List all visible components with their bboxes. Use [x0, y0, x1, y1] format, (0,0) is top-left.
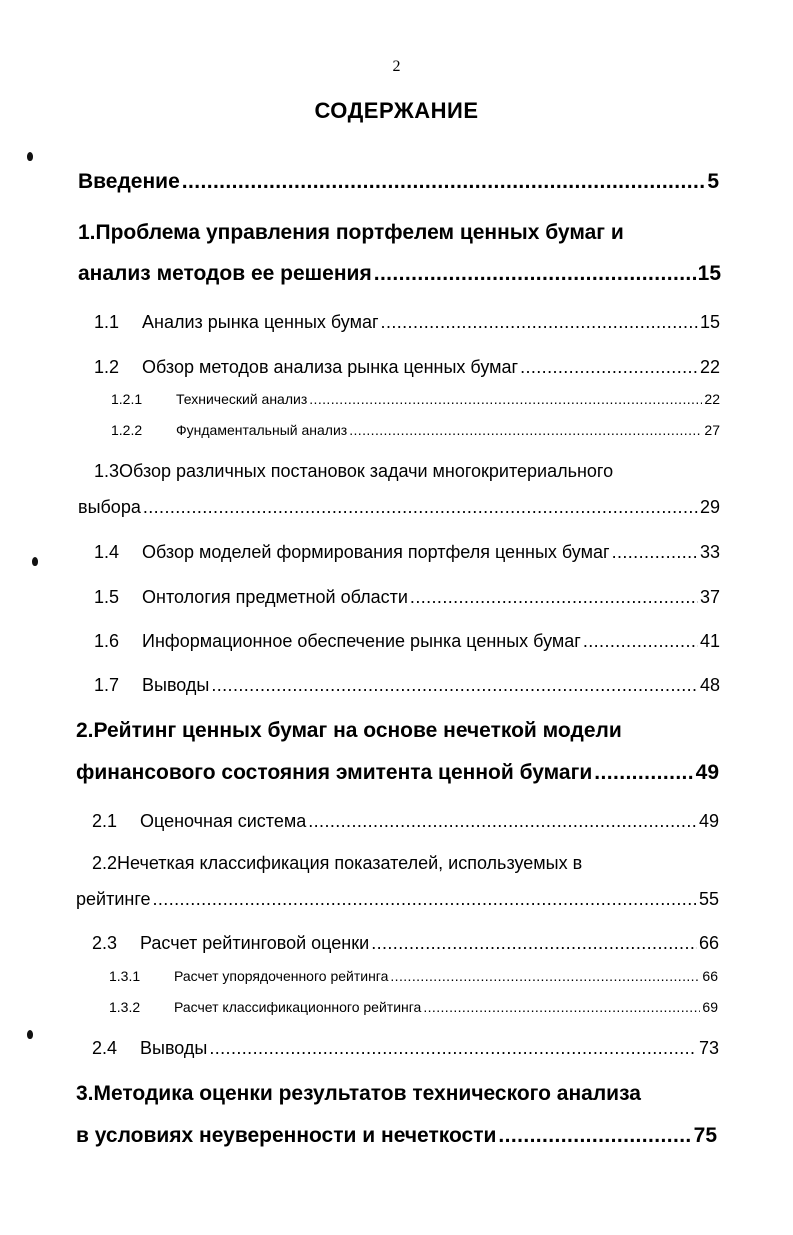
- toc-page-number: 49: [698, 811, 719, 831]
- toc-page-number: 75: [693, 1124, 717, 1147]
- toc-entry-number: 1.3.2: [109, 999, 141, 1015]
- toc-entry-title: Выводы: [140, 1038, 208, 1058]
- toc-entry-number: 2.2: [92, 853, 118, 873]
- toc-entry-1-2: [94, 357, 720, 378]
- toc-page-number: 69: [702, 999, 718, 1015]
- toc-entry-1-2-1: [111, 391, 720, 407]
- toc-entry-number: 1.2.1: [111, 391, 143, 407]
- toc-entry-intro: [78, 170, 719, 194]
- toc-entry-title: Анализ рынка ценных бумаг: [142, 312, 379, 332]
- toc-entry-number: 1.3.1: [109, 968, 141, 984]
- toc-entry-number: 3.: [76, 1082, 94, 1105]
- toc-entry-number: 1.: [78, 221, 96, 244]
- toc-page-number: 37: [699, 587, 720, 607]
- dot-leader: [583, 631, 698, 652]
- dot-leader: [381, 312, 698, 333]
- dot-leader: [423, 999, 700, 1015]
- toc-entry-number: 1.1: [94, 312, 120, 332]
- toc-entry-number: 2.3: [92, 933, 118, 953]
- toc-entry-1-5: [94, 587, 720, 608]
- dot-leader: [410, 587, 698, 608]
- toc-page-number: 5: [707, 170, 719, 193]
- page-title: СОДЕРЖАНИЕ: [314, 98, 479, 123]
- toc-entry-number: 2.1: [92, 811, 118, 831]
- toc-entry-title: Технический анализ: [176, 391, 308, 407]
- toc-page-number: 73: [698, 1038, 719, 1058]
- toc-entry-title: Выводы: [142, 675, 210, 695]
- toc-entry-1-3-1: [109, 968, 718, 984]
- toc-chapter-2-continuation: [76, 761, 719, 785]
- toc-entry-2-1: [92, 811, 719, 832]
- dot-leader: [594, 761, 693, 785]
- toc-chapter-3-continuation: [76, 1124, 717, 1148]
- toc-chapter-1-continuation: [78, 262, 721, 286]
- toc-chapter-2-heading: [76, 719, 622, 743]
- dot-leader: [182, 170, 706, 194]
- toc-page-number: 27: [704, 422, 720, 438]
- toc-page-number: 66: [698, 933, 719, 953]
- toc-page-number: 29: [699, 497, 720, 517]
- toc-entry-1-2-2: [111, 422, 720, 438]
- toc-entry-title: Расчет упорядоченного рейтинга: [174, 968, 389, 984]
- dot-leader: [211, 675, 698, 696]
- dot-leader: [309, 391, 702, 407]
- toc-entry-number: 2.: [76, 719, 94, 742]
- scan-speck: [27, 152, 33, 161]
- toc-entry-number: 1.3: [94, 461, 120, 481]
- toc-entry-title-cont: анализ методов ее решения: [78, 262, 372, 285]
- dot-leader: [374, 262, 696, 286]
- toc-entry-title: Обзор различных постановок задачи многокритериального: [119, 461, 614, 481]
- toc-page-number: 22: [704, 391, 720, 407]
- dot-leader: [153, 889, 697, 910]
- toc-entry-title-cont: финансового состояния эмитента ценной бумаги: [76, 761, 593, 784]
- toc-entry-number: 1.2.2: [111, 422, 143, 438]
- toc-entry-2-4: [92, 1038, 719, 1059]
- dot-leader: [612, 542, 698, 563]
- toc-entry-title: Расчет классификационного рейтинга: [174, 999, 422, 1015]
- toc-entry-title: Методика оценки результатов технического анализа: [93, 1082, 641, 1105]
- toc-entry-title-cont: рейтинге: [76, 889, 151, 909]
- toc-page-number: 15: [697, 262, 721, 285]
- toc-entry-2-3: [92, 933, 719, 954]
- dot-leader: [143, 497, 698, 518]
- toc-entry-title: Введение: [78, 170, 180, 193]
- toc-entry-title: Рейтинг ценных бумаг на основе нечеткой модели: [93, 719, 622, 742]
- toc-page-number: 48: [699, 675, 720, 695]
- toc-entry-2-2-continuation: [76, 889, 719, 910]
- dot-leader: [390, 968, 700, 984]
- dot-leader: [308, 811, 697, 832]
- dot-leader: [371, 933, 697, 954]
- dot-leader: [349, 422, 702, 438]
- page-number: 2: [392, 58, 401, 75]
- toc-page-number: 15: [699, 312, 720, 332]
- toc-entry-title: Онтология предметной области: [142, 587, 408, 607]
- toc-page-number: 41: [699, 631, 720, 651]
- toc-page-number: 33: [699, 542, 720, 562]
- toc-entry-number: 1.2: [94, 357, 120, 377]
- toc-entry-title: Расчет рейтинговой оценки: [140, 933, 370, 953]
- toc-entry-1-7: [94, 675, 720, 696]
- toc-chapter-3-heading: [76, 1082, 641, 1106]
- toc-entry-title: Информационное обеспечение рынка ценных бумаг: [142, 631, 581, 651]
- toc-chapter-1-heading: [78, 221, 624, 245]
- toc-entry-1-6: [94, 631, 720, 652]
- toc-entry-title-cont: выбора: [78, 497, 141, 517]
- toc-entry-1-3-2: [109, 999, 718, 1015]
- toc-entry-title: Обзор методов анализа рынка ценных бумаг: [142, 357, 519, 377]
- dot-leader: [520, 357, 698, 378]
- toc-entry-number: 1.7: [94, 675, 120, 695]
- toc-entry-title: Обзор моделей формирования портфеля ценных бумаг: [142, 542, 610, 562]
- toc-entry-title-cont: в условиях неуверенности и нечеткости: [76, 1124, 497, 1147]
- toc-entry-title: Нечеткая классификация показателей, используемых в: [117, 853, 583, 873]
- toc-entry-1-1: [94, 312, 720, 333]
- toc-page-number: 55: [698, 889, 719, 909]
- toc-entry-title: Оценочная система: [140, 811, 307, 831]
- toc-entry-1-4: [94, 542, 720, 563]
- toc-entry-number: 2.4: [92, 1038, 118, 1058]
- dot-leader: [498, 1124, 691, 1148]
- toc-entry-2-2-heading: [92, 853, 582, 874]
- toc-entry-number: 1.6: [94, 631, 120, 651]
- dot-leader: [209, 1038, 697, 1059]
- toc-page-number: 66: [702, 968, 718, 984]
- toc-entry-title: Проблема управления портфелем ценных бумаг и: [95, 221, 624, 244]
- scan-speck: [27, 1030, 33, 1039]
- toc-entry-1-3-heading: [94, 461, 613, 482]
- toc-entry-number: 1.4: [94, 542, 120, 562]
- toc-page-number: 49: [695, 761, 719, 784]
- toc-entry-1-3-continuation: [78, 497, 720, 518]
- scan-speck: [32, 557, 38, 566]
- toc-entry-title: Фундаментальный анализ: [176, 422, 348, 438]
- toc-entry-number: 1.5: [94, 587, 120, 607]
- toc-page-number: 22: [699, 357, 720, 377]
